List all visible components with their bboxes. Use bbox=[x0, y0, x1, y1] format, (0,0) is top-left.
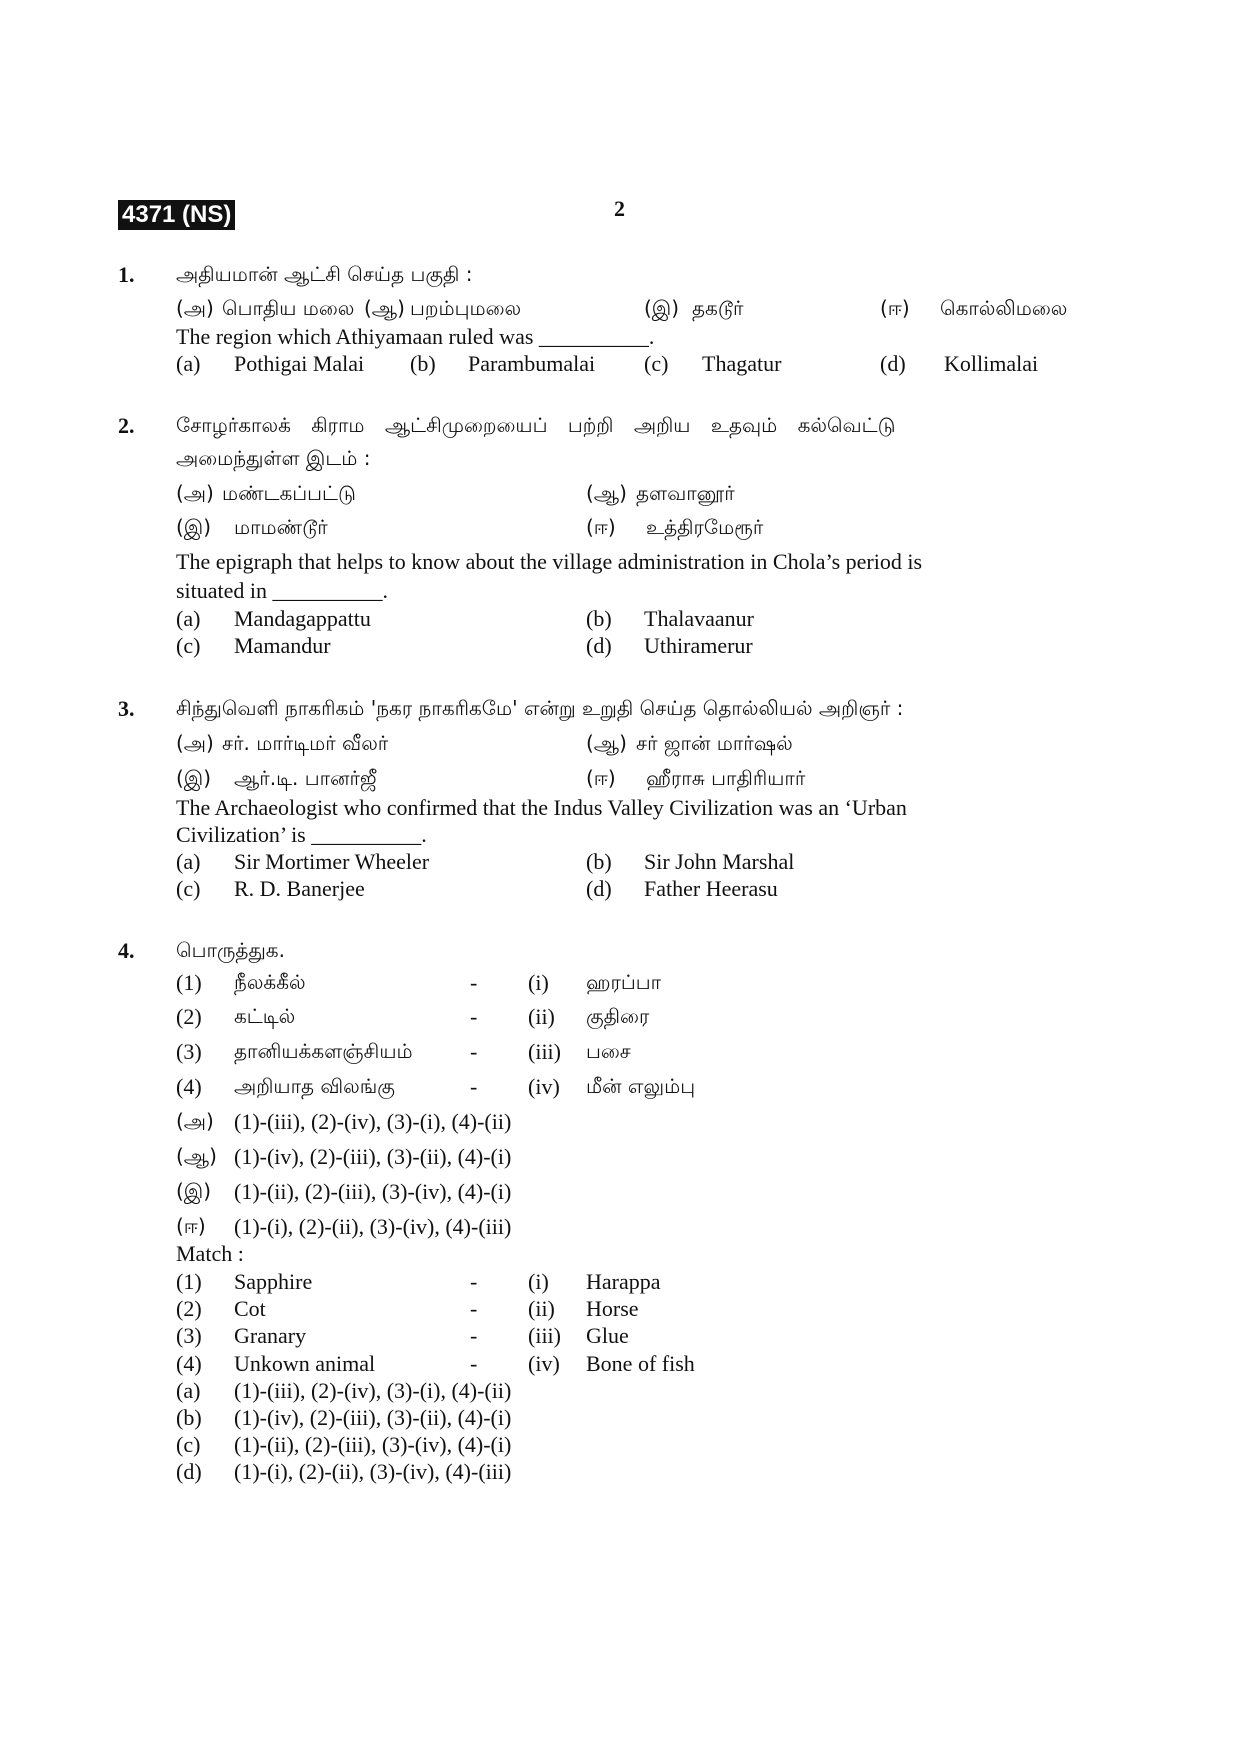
match-right-item: ஹரப்பா bbox=[586, 970, 662, 994]
option-marker: (அ) bbox=[176, 481, 214, 505]
match-left-number: (1) bbox=[176, 1269, 202, 1294]
option-marker: (d) bbox=[586, 876, 612, 901]
match-left-item: Cot bbox=[234, 1296, 266, 1321]
question-text-english: The region which Athiyamaan ruled was __________. bbox=[176, 324, 655, 349]
match-right-number: (iv) bbox=[528, 1074, 560, 1099]
match-left-number: (4) bbox=[176, 1351, 202, 1376]
match-right-number: (iii) bbox=[528, 1039, 561, 1064]
match-dash: - bbox=[470, 1323, 478, 1348]
option-marker: (இ) bbox=[644, 296, 680, 320]
match-right-number: (ii) bbox=[528, 1296, 555, 1321]
question-text-english-cont: Civilization’ is __________. bbox=[176, 822, 427, 847]
question-text-english: Match : bbox=[176, 1241, 244, 1266]
match-left-number: (4) bbox=[176, 1074, 202, 1099]
match-left-number: (2) bbox=[176, 1296, 202, 1321]
match-left-item: கட்டில் bbox=[234, 1004, 296, 1028]
option-text: பறம்புமலை bbox=[410, 296, 522, 320]
match-left-item: Unkown animal bbox=[234, 1351, 376, 1376]
match-dash: - bbox=[470, 1074, 478, 1099]
match-right-number: (iii) bbox=[528, 1323, 561, 1348]
option-text: Kollimalai bbox=[944, 351, 1039, 376]
question-text-tamil: அதியமான் ஆட்சி செய்த பகுதி : bbox=[176, 262, 473, 286]
option-marker: (d) bbox=[176, 1459, 202, 1484]
option-marker: (b) bbox=[586, 849, 612, 874]
option-marker: (c) bbox=[176, 633, 201, 658]
option-text: (1)-(ii), (2)-(iii), (3)-(iv), (4)-(i) bbox=[234, 1432, 512, 1457]
option-text: (1)-(iii), (2)-(iv), (3)-(i), (4)-(ii) bbox=[234, 1378, 512, 1403]
question-text-tamil-cont: அமைந்துள்ள இடம் : bbox=[176, 446, 371, 470]
option-text: தளவானூர் bbox=[636, 481, 735, 505]
option-marker: (d) bbox=[880, 351, 906, 376]
question-text-tamil: சோழர்காலக் கிராம ஆட்சிமுறையைப் பற்றி அறிய உதவும் கல்வெட்டு bbox=[176, 413, 896, 437]
option-text: Parambumalai bbox=[468, 351, 596, 376]
match-right-number: (ii) bbox=[528, 1004, 555, 1029]
match-right-number: (iv) bbox=[528, 1351, 560, 1376]
match-right-item: மீன் எலும்பு bbox=[586, 1074, 696, 1098]
option-marker: (c) bbox=[644, 351, 669, 376]
option-marker: (b) bbox=[410, 351, 436, 376]
option-text: Pothigai Malai bbox=[234, 351, 365, 376]
option-text: பொதிய மலை bbox=[222, 296, 355, 320]
option-text: தகடூர் bbox=[692, 296, 744, 320]
page-number: 2 bbox=[614, 196, 625, 221]
match-right-item: பசை bbox=[586, 1039, 631, 1063]
option-text: உத்திரமேரூர் bbox=[646, 515, 764, 539]
option-marker: (b) bbox=[586, 606, 612, 631]
match-right-number: (i) bbox=[528, 1269, 549, 1294]
option-text: R. D. Banerjee bbox=[234, 876, 365, 901]
match-left-item: அறியாத விலங்கு bbox=[234, 1074, 395, 1098]
match-right-number: (i) bbox=[528, 970, 549, 995]
option-marker: (ஆ) bbox=[586, 481, 627, 505]
option-marker: (ஈ) bbox=[586, 515, 616, 539]
option-marker: (ஈ) bbox=[586, 766, 616, 790]
match-right-item: Glue bbox=[586, 1323, 629, 1348]
option-text: Sir John Marshal bbox=[644, 849, 795, 874]
match-dash: - bbox=[470, 970, 478, 995]
option-marker: (a) bbox=[176, 1378, 201, 1403]
match-left-number: (3) bbox=[176, 1323, 202, 1348]
match-left-number: (1) bbox=[176, 970, 202, 995]
option-text: (1)-(iv), (2)-(iii), (3)-(ii), (4)-(i) bbox=[234, 1144, 512, 1169]
option-text: (1)-(iv), (2)-(iii), (3)-(ii), (4)-(i) bbox=[234, 1405, 512, 1430]
question-text-tamil: சிந்துவெளி நாகரிகம் 'நகர நாகரிகமே' என்று உறுதி செய்த தொல்லியல் அறிஞர் : bbox=[176, 696, 904, 720]
option-marker: (a) bbox=[176, 849, 201, 874]
option-marker: (ஈ) bbox=[176, 1214, 206, 1238]
option-marker: (ஆ) bbox=[364, 296, 405, 320]
option-marker: (ஈ) bbox=[880, 296, 910, 320]
option-text: கொல்லிமலை bbox=[940, 296, 1068, 320]
question-text-english: The Archaeologist who confirmed that the Indus Valley Civilization was an ‘Urban bbox=[176, 795, 907, 820]
match-dash: - bbox=[470, 1296, 478, 1321]
match-right-item: குதிரை bbox=[586, 1004, 650, 1028]
match-left-number: (2) bbox=[176, 1004, 202, 1029]
option-marker: (இ) bbox=[176, 766, 212, 790]
match-left-number: (3) bbox=[176, 1039, 202, 1064]
option-text: (1)-(ii), (2)-(iii), (3)-(iv), (4)-(i) bbox=[234, 1179, 512, 1204]
option-marker: (b) bbox=[176, 1405, 202, 1430]
option-marker: (அ) bbox=[176, 1109, 214, 1133]
option-text: Mandagappattu bbox=[234, 606, 371, 631]
option-marker: (a) bbox=[176, 606, 201, 631]
option-marker: (ஆ) bbox=[176, 1144, 217, 1168]
match-left-item: Granary bbox=[234, 1323, 307, 1348]
match-dash: - bbox=[470, 1351, 478, 1376]
match-right-item: Bone of fish bbox=[586, 1351, 695, 1376]
option-marker: (a) bbox=[176, 351, 201, 376]
option-text: சர். மார்டிமர் வீலர் bbox=[222, 731, 389, 755]
option-text: Thalavaanur bbox=[644, 606, 754, 631]
paper-code-badge: 4371 (NS) bbox=[118, 200, 235, 230]
question-number: 1. bbox=[118, 262, 135, 287]
option-marker: (இ) bbox=[176, 515, 212, 539]
question-number: 3. bbox=[118, 696, 135, 721]
option-text: Father Heerasu bbox=[644, 876, 778, 901]
question-number: 2. bbox=[118, 413, 135, 438]
question-number: 4. bbox=[118, 938, 135, 963]
match-dash: - bbox=[470, 1004, 478, 1029]
match-dash: - bbox=[470, 1039, 478, 1064]
option-text: Sir Mortimer Wheeler bbox=[234, 849, 430, 874]
question-text-english: The epigraph that helps to know about the village administration in Chola’s period is bbox=[176, 549, 923, 574]
option-marker: (d) bbox=[586, 633, 612, 658]
match-dash: - bbox=[470, 1269, 478, 1294]
option-text: ஆர்.டி. பானர்ஜீ bbox=[234, 766, 377, 790]
option-text: ஹீராசு பாதிரியார் bbox=[646, 766, 806, 790]
option-text: மாமண்டூர் bbox=[234, 515, 328, 539]
option-marker: (அ) bbox=[176, 296, 214, 320]
question-text-english-cont: situated in __________. bbox=[176, 578, 389, 603]
match-right-item: Horse bbox=[586, 1296, 639, 1321]
option-marker: (ஆ) bbox=[586, 731, 627, 755]
question-text-tamil: பொருத்துக. bbox=[176, 938, 285, 962]
option-text: சர் ஜான் மார்ஷல் bbox=[636, 731, 793, 755]
option-text: Thagatur bbox=[702, 351, 782, 376]
option-text: Uthiramerur bbox=[644, 633, 753, 658]
option-text: Mamandur bbox=[234, 633, 331, 658]
option-marker: (c) bbox=[176, 1432, 201, 1457]
option-text: மண்டகப்பட்டு bbox=[222, 481, 356, 505]
option-marker: (அ) bbox=[176, 731, 214, 755]
match-right-item: Harappa bbox=[586, 1269, 661, 1294]
option-text: (1)-(iii), (2)-(iv), (3)-(i), (4)-(ii) bbox=[234, 1109, 512, 1134]
match-left-item: தானியக்களஞ்சியம் bbox=[234, 1039, 413, 1063]
match-left-item: நீலக்கீல் bbox=[234, 970, 306, 994]
option-text: (1)-(i), (2)-(ii), (3)-(iv), (4)-(iii) bbox=[234, 1459, 512, 1484]
option-marker: (c) bbox=[176, 876, 201, 901]
option-text: (1)-(i), (2)-(ii), (3)-(iv), (4)-(iii) bbox=[234, 1214, 512, 1239]
match-left-item: Sapphire bbox=[234, 1269, 313, 1294]
option-marker: (இ) bbox=[176, 1179, 212, 1203]
